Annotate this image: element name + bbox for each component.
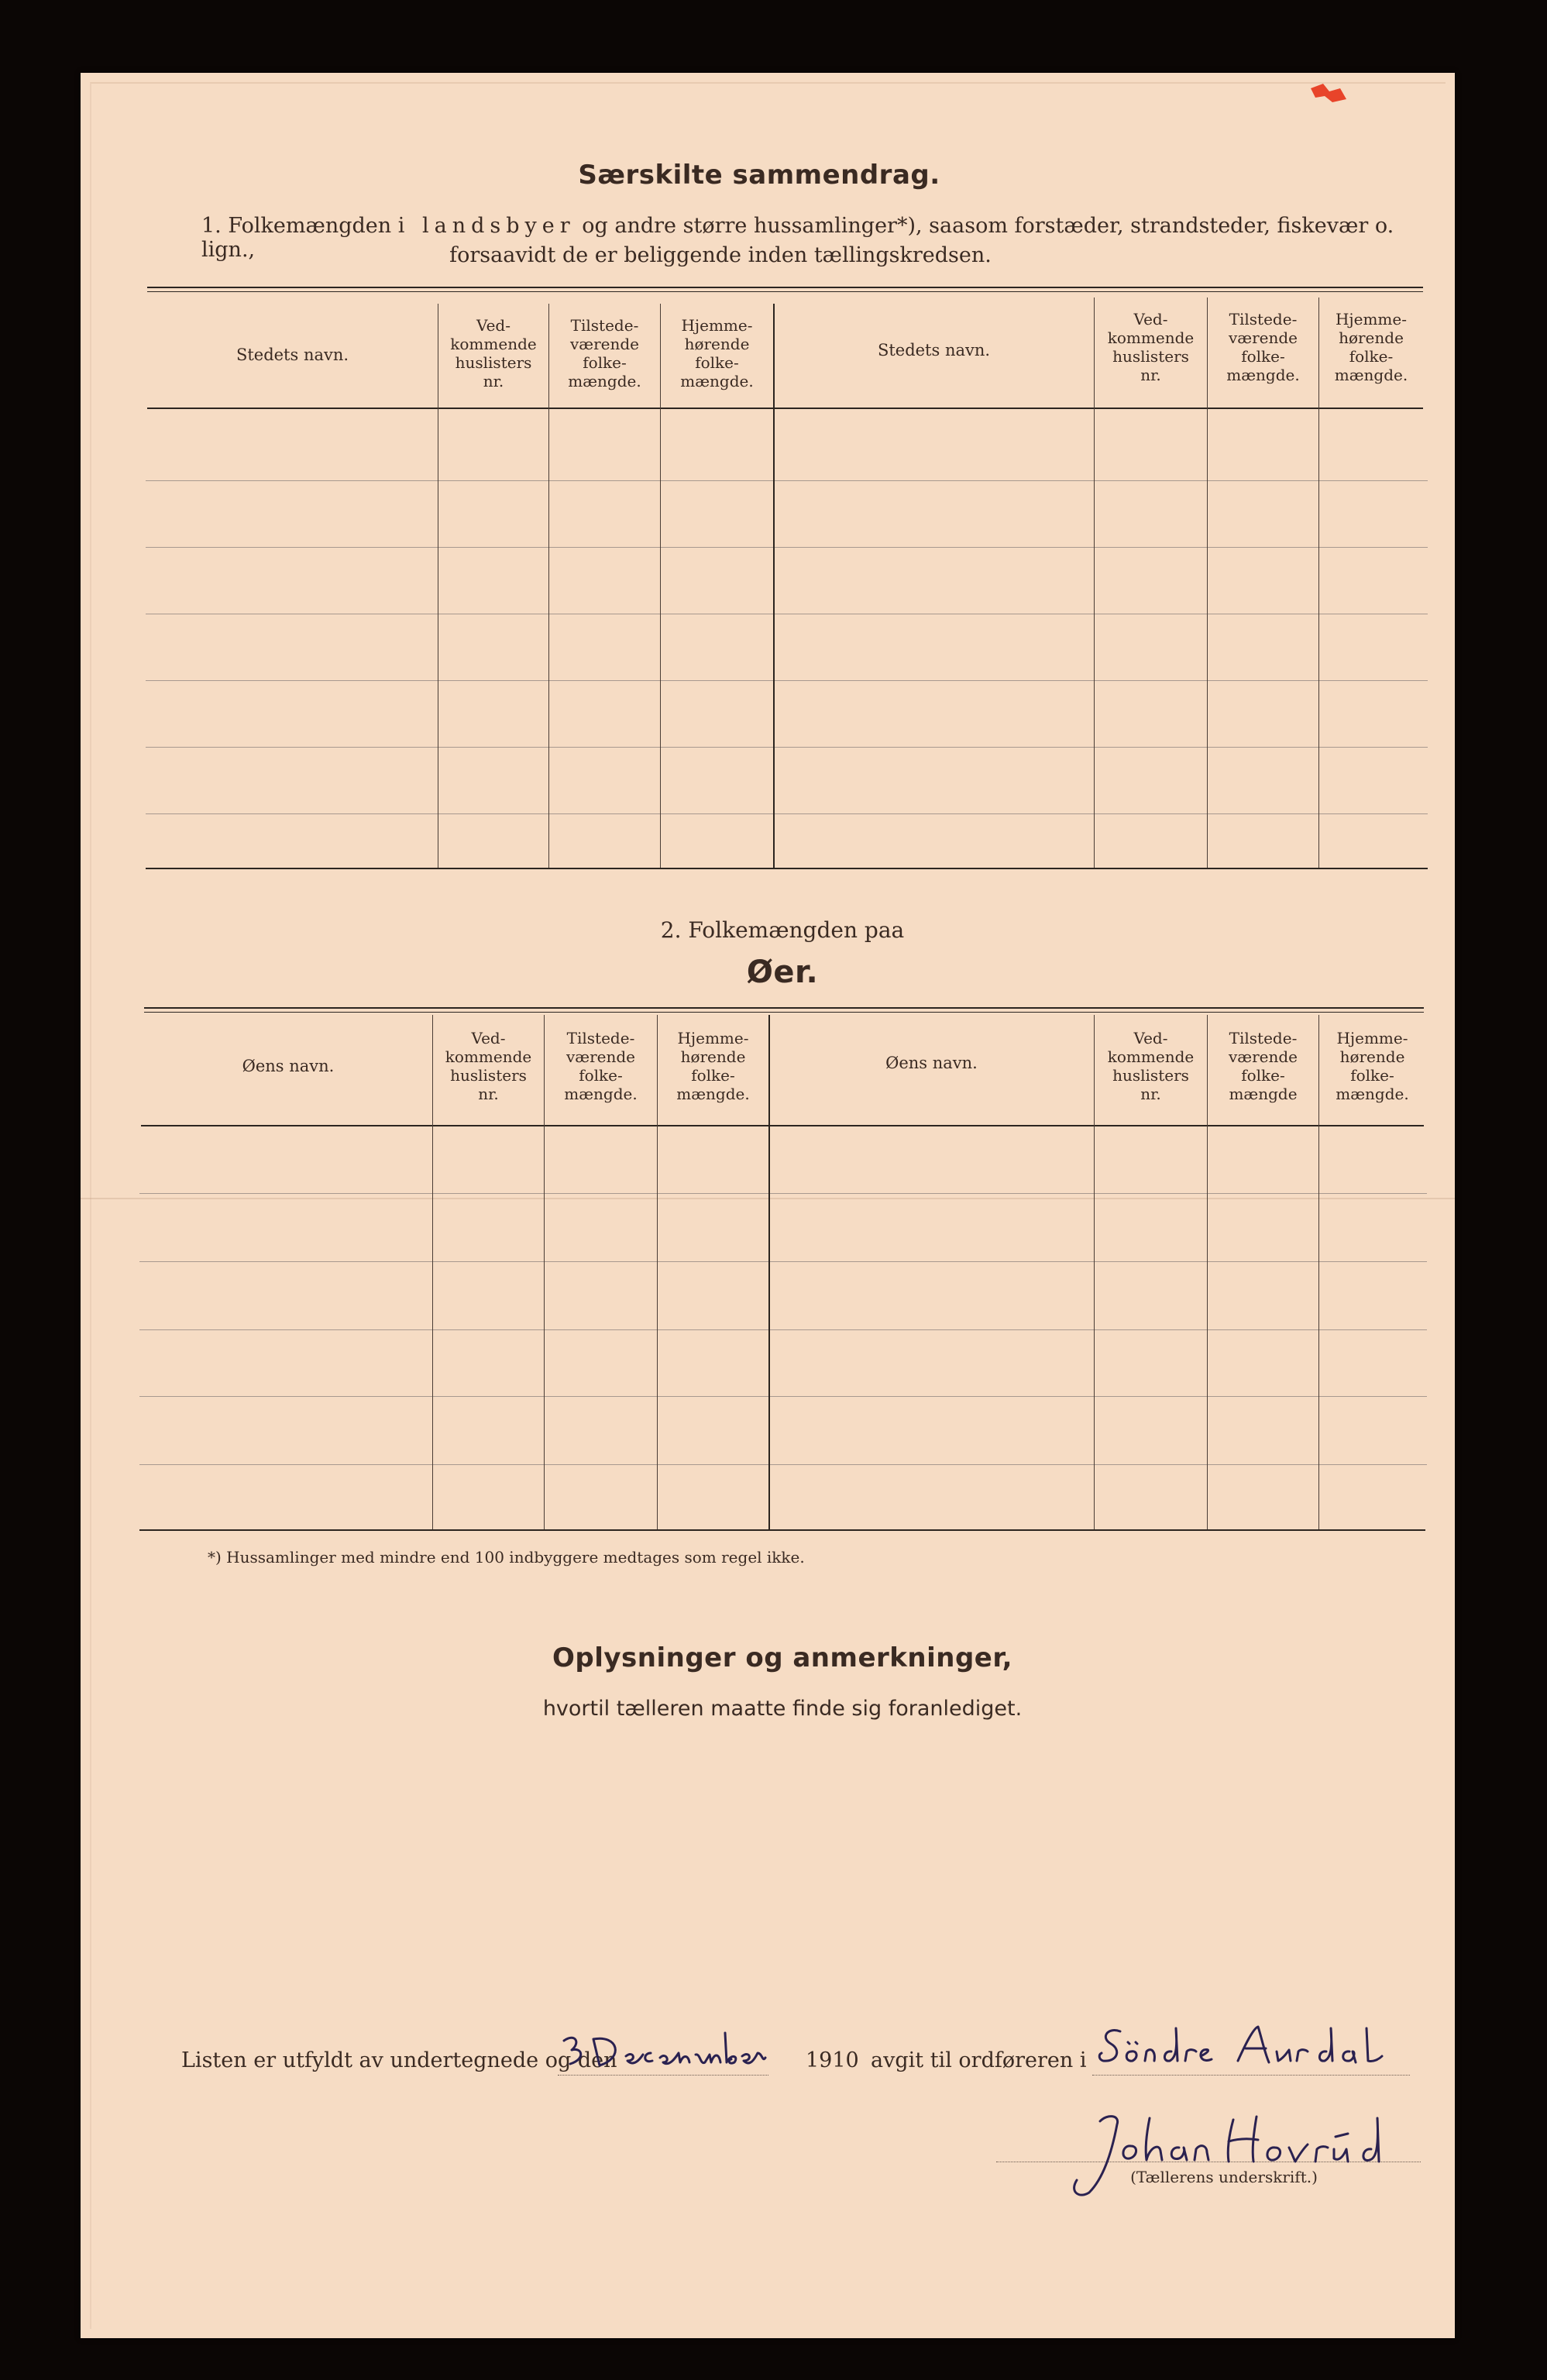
table1-top-rule bbox=[147, 287, 1423, 288]
table1-header-rule bbox=[147, 408, 1423, 409]
section1-intro-a: Folkemængden bbox=[228, 214, 392, 238]
table1-row-line bbox=[146, 680, 1428, 681]
table1-header-resident-right: Hjemme- hørende folke- mængde. bbox=[1334, 310, 1408, 384]
table2-row-line bbox=[139, 1193, 1427, 1194]
table1-header-present-right: Tilstede- værende folke- mængde. bbox=[1226, 310, 1300, 384]
section1-number: 1. bbox=[201, 214, 222, 238]
table2-bottom-rule bbox=[139, 1529, 1425, 1531]
table2-header-resident-left: Hjemme- hørende folke- mængde. bbox=[676, 1029, 750, 1103]
table1-top-rule-inner bbox=[147, 291, 1423, 292]
table2-header-house-right: Ved- kommende huslisters nr. bbox=[1107, 1029, 1195, 1103]
table1-row-line bbox=[146, 547, 1428, 548]
section1-intro-line2: forsaavidt de er beliggende inden tællingskredsen. bbox=[449, 243, 992, 267]
document-page bbox=[81, 73, 1455, 2338]
section2-heading-islands: Øer. bbox=[746, 954, 819, 990]
table2-header-island-left: Øens navn. bbox=[242, 1057, 335, 1075]
remarks-subtitle: hvortil tælleren maatte finde sig foranlediget. bbox=[542, 1697, 1023, 1721]
table2-row-line bbox=[139, 1396, 1427, 1397]
torn-corner-mark bbox=[1309, 81, 1348, 105]
table2-center-divider bbox=[768, 1015, 770, 1529]
remarks-title: Oplysninger og anmerkninger, bbox=[552, 1642, 1013, 1673]
table2-header-resident-right: Hjemme- hørende folke- mængde. bbox=[1336, 1029, 1409, 1103]
table1-header-place-left: Stedets navn. bbox=[235, 346, 349, 364]
footnote: *) Hussamlinger med mindre end 100 indbyggere medtages som regel ikke. bbox=[208, 1548, 805, 1567]
handwritten-date bbox=[559, 2024, 768, 2078]
table2-header-island-right: Øens navn. bbox=[885, 1054, 978, 1072]
table1-row-line bbox=[146, 480, 1428, 481]
table1-header-place-right: Stedets navn. bbox=[877, 341, 991, 359]
table2-header-rule bbox=[141, 1125, 1424, 1126]
table1-header-house-right: Ved- kommende huslisters nr. bbox=[1107, 310, 1195, 384]
section2-title: 2. Folkemængden paa bbox=[660, 917, 905, 943]
handwritten-place bbox=[1094, 2021, 1411, 2076]
table1-header-house-left: Ved- kommende huslisters nr. bbox=[450, 316, 537, 390]
signature-prefix: Listen er utfyldt av undertegnede og den bbox=[181, 2048, 617, 2072]
table1-center-divider bbox=[773, 304, 775, 868]
table2-row-line bbox=[139, 1464, 1427, 1465]
page-edge bbox=[90, 82, 1446, 2329]
table1-row-line bbox=[146, 747, 1428, 748]
signature-middle: avgit til ordføreren i bbox=[871, 2048, 1087, 2072]
signature-caption: (Tællerens underskrift.) bbox=[1130, 2168, 1318, 2186]
table2-row-line bbox=[139, 1329, 1427, 1330]
table1-header-resident-left: Hjemme- hørende folke- mængde. bbox=[680, 316, 754, 390]
table2-top-rule-inner bbox=[144, 1012, 1424, 1013]
table2-header-house-left: Ved- kommende huslisters nr. bbox=[445, 1029, 532, 1103]
table1-row-line bbox=[146, 813, 1428, 814]
page-fold bbox=[81, 1198, 1455, 1199]
table2-row-line bbox=[139, 1261, 1427, 1262]
table2-top-rule bbox=[144, 1007, 1424, 1009]
handwritten-signature bbox=[1046, 2103, 1418, 2203]
section1-intro-b: i landsbyer bbox=[397, 214, 576, 238]
section1-intro-c: og andre større hussamlinger*), saasom forstæder, strandsteder, fiskevær o. lign., bbox=[201, 214, 1394, 262]
table1-header-present-left: Tilstede- værende folke- mængde. bbox=[568, 316, 641, 390]
signature-year: 1910 bbox=[806, 2048, 859, 2072]
table2-header-present-right: Tilstede- værende folke- mængde bbox=[1228, 1029, 1298, 1103]
page-title: Særskilte sammendrag. bbox=[578, 160, 940, 191]
table2-header-present-left: Tilstede- værende folke- mængde. bbox=[564, 1029, 638, 1103]
table1-bottom-rule bbox=[146, 868, 1428, 869]
